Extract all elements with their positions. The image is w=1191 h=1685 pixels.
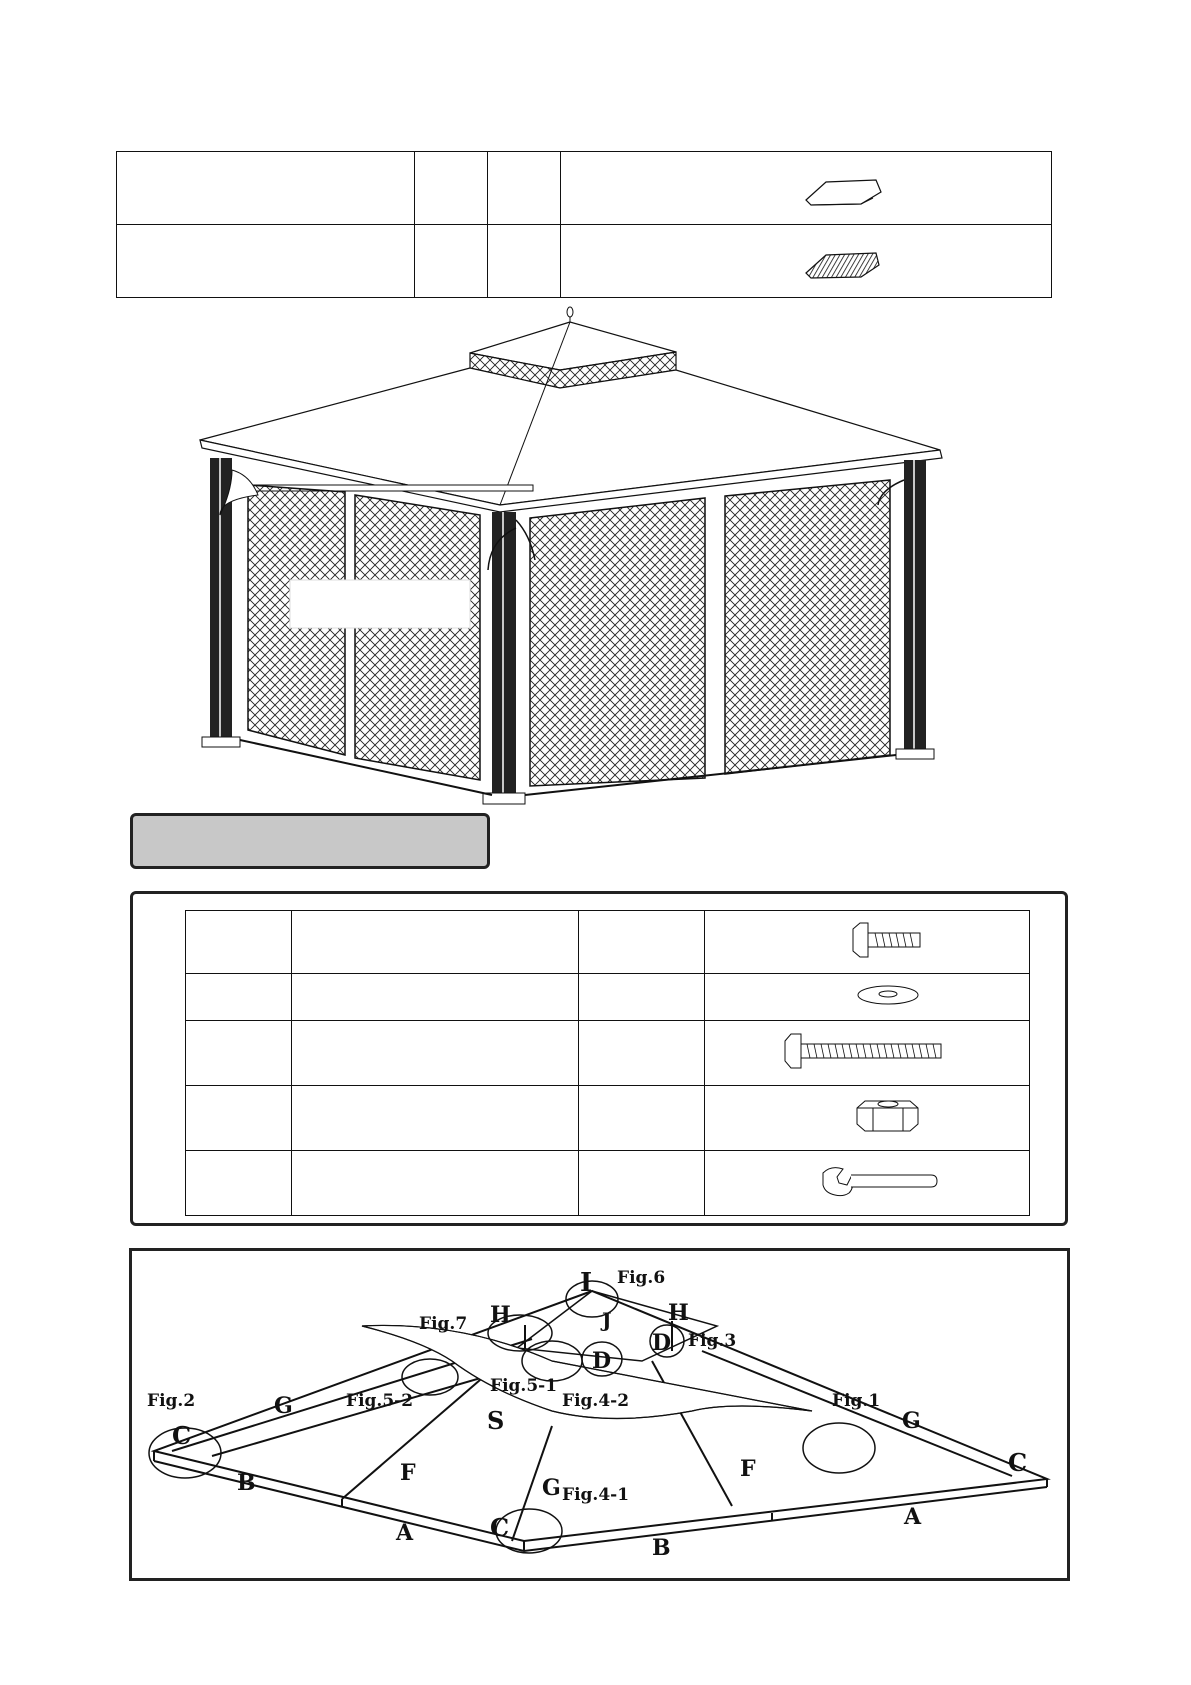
table-row	[186, 974, 1030, 1021]
mesh-screen-panel-icon	[561, 225, 1051, 293]
frame-assembly-diagram	[132, 1251, 1067, 1578]
fig-5-1-label: Fig.5-1	[490, 1376, 558, 1396]
part-g-label: G	[542, 1475, 561, 1501]
post-left	[202, 458, 240, 747]
hex-nut-icon	[705, 1086, 1029, 1146]
hardware-image-cell	[705, 911, 1030, 974]
part-i-label: I	[580, 1268, 593, 1298]
blank-label-area	[290, 580, 470, 628]
hardware-name-cell	[292, 1151, 579, 1216]
fig-6-label: Fig.6	[617, 1268, 666, 1288]
table-row	[117, 152, 1052, 225]
part-b-label: B	[237, 1470, 256, 1496]
part-image-cell	[561, 152, 1052, 225]
hardware-name-cell	[292, 1021, 579, 1086]
wrench-icon	[705, 1151, 1029, 1211]
part-code-cell	[415, 152, 488, 225]
hardware-qty-cell	[578, 974, 704, 1021]
fig-2-label: Fig.2	[147, 1391, 196, 1411]
part-c-label: C	[1008, 1448, 1028, 1477]
part-c-label: C	[172, 1421, 192, 1450]
gazebo-illustration	[190, 300, 980, 810]
finial-icon	[567, 307, 573, 322]
fig-3-label: Fig.3	[688, 1331, 737, 1351]
short-bolt-icon	[705, 911, 1029, 969]
post-right	[896, 460, 934, 759]
section-header-tab	[130, 813, 490, 869]
part-f-label: F	[400, 1460, 416, 1486]
table-row	[186, 1151, 1030, 1216]
part-qty-cell	[488, 152, 561, 225]
part-g-label: G	[274, 1393, 293, 1419]
table-row	[186, 1086, 1030, 1151]
long-bolt-icon	[705, 1021, 1029, 1081]
hardware-qty-cell	[578, 911, 704, 974]
fig-4-2-label: Fig.4-2	[562, 1391, 630, 1411]
hardware-code-cell	[186, 974, 292, 1021]
hardware-name-cell	[292, 911, 579, 974]
part-b-label: B	[652, 1535, 671, 1561]
part-image-cell	[561, 225, 1052, 298]
hardware-code-cell	[186, 1151, 292, 1216]
canopy-panel-icon	[561, 152, 1051, 220]
hardware-code-cell	[186, 1086, 292, 1151]
part-name-cell	[117, 225, 415, 298]
hardware-qty-cell	[578, 1086, 704, 1151]
part-h-label: H	[668, 1300, 689, 1326]
parts-table-top	[116, 151, 1052, 298]
part-a-label: A	[396, 1520, 414, 1546]
part-s-label: S	[487, 1406, 505, 1435]
hardware-qty-cell	[578, 1021, 704, 1086]
part-qty-cell	[488, 225, 561, 298]
hardware-image-cell	[705, 1021, 1030, 1086]
part-a-label: A	[904, 1504, 922, 1530]
part-d-label: D	[592, 1348, 612, 1374]
callout-circle	[803, 1423, 875, 1473]
fig-5-2-label: Fig.5-2	[346, 1391, 414, 1411]
part-g-label: G	[902, 1408, 921, 1434]
part-f-label: F	[740, 1456, 756, 1482]
part-code-cell	[415, 225, 488, 298]
table-row	[186, 911, 1030, 974]
fig-4-1-label: Fig.4-1	[562, 1485, 630, 1505]
washer-icon	[705, 974, 1029, 1016]
part-d-label: D	[652, 1330, 672, 1356]
table-row	[117, 225, 1052, 298]
part-h-label: H	[490, 1302, 511, 1328]
hardware-qty-cell	[578, 1151, 704, 1216]
part-c-label: C	[490, 1513, 510, 1542]
hardware-name-cell	[292, 1086, 579, 1151]
fig-7-label: Fig.7	[419, 1314, 468, 1334]
hardware-image-cell	[705, 1086, 1030, 1151]
part-j-label: J	[602, 1308, 612, 1332]
hardware-image-cell	[705, 1151, 1030, 1216]
hardware-table	[185, 910, 1030, 1216]
table-row	[186, 1021, 1030, 1086]
post-front	[483, 512, 525, 804]
hardware-name-cell	[292, 974, 579, 1021]
part-name-cell	[117, 152, 415, 225]
hardware-code-cell	[186, 911, 292, 974]
fig-1-label: Fig.1	[832, 1391, 881, 1411]
hardware-code-cell	[186, 1021, 292, 1086]
hardware-image-cell	[705, 974, 1030, 1021]
